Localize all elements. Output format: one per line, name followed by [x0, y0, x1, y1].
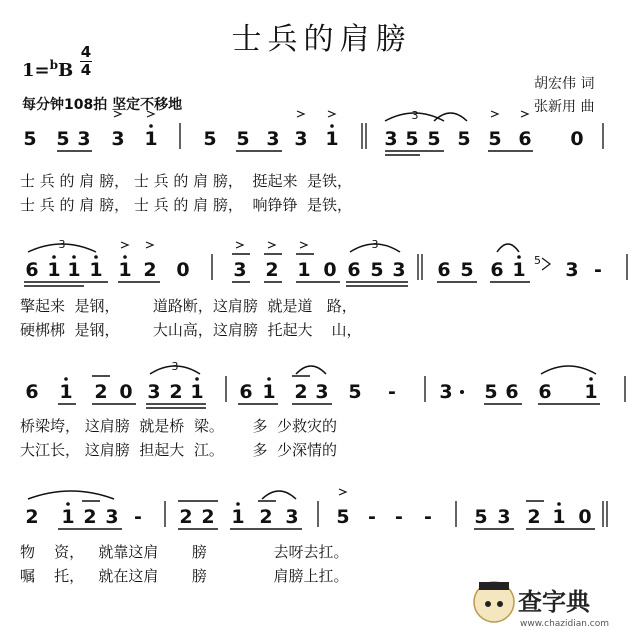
accent-mark: [491, 111, 498, 117]
note: 2: [169, 381, 183, 403]
note: 5: [23, 128, 37, 150]
note: 5: [405, 128, 419, 150]
note: 6: [239, 381, 253, 403]
note: 2: [294, 381, 308, 403]
note: 0: [578, 506, 592, 528]
note: 1: [118, 259, 132, 281]
note: -: [395, 506, 403, 528]
note: 6: [25, 381, 39, 403]
note: 3: [439, 381, 453, 403]
note: 2: [527, 506, 541, 528]
grace-mark: [542, 258, 550, 270]
note: 5: [474, 506, 488, 528]
octave-dot: [195, 377, 199, 381]
note: 5: [427, 128, 441, 150]
augmentation-dot: [460, 390, 464, 394]
accent-mark: [146, 242, 153, 248]
note: 0: [119, 381, 133, 403]
accent-mark: [147, 111, 154, 117]
octave-dot: [66, 502, 70, 506]
grace-note: 5: [534, 254, 541, 267]
note: 5: [348, 381, 362, 403]
slur: [497, 244, 519, 252]
slur: [262, 491, 296, 499]
note: 2: [179, 506, 193, 528]
note: 1: [297, 259, 311, 281]
octave-dot: [517, 255, 521, 259]
note: 3: [233, 259, 247, 281]
note: 3: [392, 259, 406, 281]
note: 3: [111, 128, 125, 150]
note: -: [134, 506, 142, 528]
composer-credit: 张新用 曲: [534, 99, 595, 115]
note: 1: [67, 259, 81, 281]
note: 5: [488, 128, 502, 150]
accent-mark: [328, 111, 335, 117]
note: 6: [437, 259, 451, 281]
accent-mark: [521, 111, 528, 117]
note: 1: [552, 506, 566, 528]
note: 3: [315, 381, 329, 403]
accent-mark: [297, 111, 304, 117]
note: 5: [457, 128, 471, 150]
lyrics-line-2a: 擎起来 是钢， 道路断，这肩膀 就是道 路，: [20, 297, 357, 315]
note: 1: [325, 128, 339, 150]
octave-dot: [149, 124, 153, 128]
slur: [296, 366, 326, 374]
note: 1: [47, 259, 61, 281]
note: 5: [370, 259, 384, 281]
note: 1: [144, 128, 158, 150]
octave-dot: [72, 255, 76, 259]
note: 1: [512, 259, 526, 281]
lyrics-line-1: 士 兵 的 肩 膀， 士 兵 的 肩 膀， 响铮铮 是铁，: [20, 196, 352, 214]
lyricist-credit: 胡宏伟 词: [534, 76, 595, 92]
note: 2: [143, 259, 157, 281]
accent-mark: [114, 111, 121, 117]
octave-dot: [330, 124, 334, 128]
note: 3: [565, 259, 579, 281]
slur: [541, 366, 596, 374]
svg-text:查字典: 查字典: [518, 588, 590, 616]
note: 1: [231, 506, 245, 528]
octave-dot: [267, 377, 271, 381]
lyrics-line-3a: 桥梁垮， 这肩膀 就是桥 梁。 多 少救灾的: [20, 417, 337, 435]
octave-dot: [64, 377, 68, 381]
octave-dot: [94, 255, 98, 259]
key-label: 1=: [22, 60, 50, 81]
note: 2: [25, 506, 39, 528]
note: 3: [77, 128, 91, 150]
note: 3: [497, 506, 511, 528]
triplet-label: 3: [371, 238, 379, 251]
octave-dot: [123, 255, 127, 259]
flat-sign: b: [49, 58, 58, 72]
lyrics-line-4a: 物 资， 就靠这肩 膀 去呀去扛。: [20, 543, 349, 561]
accent-mark: [300, 242, 307, 248]
note: 3: [266, 128, 280, 150]
octave-dot: [589, 377, 593, 381]
note: 5: [56, 128, 70, 150]
note: 3: [294, 128, 308, 150]
note: 0: [323, 259, 337, 281]
time-top: 4: [80, 43, 92, 61]
note: 2: [201, 506, 215, 528]
note: -: [424, 506, 432, 528]
note: 3: [105, 506, 119, 528]
note: 3: [147, 381, 161, 403]
note: 5: [460, 259, 474, 281]
note: 3: [285, 506, 299, 528]
note: 1: [89, 259, 103, 281]
note: 6: [347, 259, 361, 281]
slur: [28, 491, 114, 499]
octave-dot: [52, 255, 56, 259]
octave-dot: [557, 502, 561, 506]
key-note: B: [58, 60, 74, 81]
octave-dot: [236, 502, 240, 506]
note: 6: [518, 128, 532, 150]
note: 2: [94, 381, 108, 403]
note: 1: [584, 381, 598, 403]
lyrics-line-1: 士 兵 的 肩 膀， 士 兵 的 肩 膀， 挺起来 是铁，: [20, 172, 352, 190]
note: 6: [505, 381, 519, 403]
note: 3: [384, 128, 398, 150]
lyrics-line-3b: 大江长， 这肩膀 担起大 江。 多 少深情的: [20, 441, 337, 459]
triplet-label: 3: [58, 238, 66, 251]
note: 5: [236, 128, 250, 150]
note: 5: [336, 506, 350, 528]
note: 0: [176, 259, 190, 281]
note: 1: [190, 381, 204, 403]
note: 0: [570, 128, 584, 150]
accent-mark: [121, 242, 128, 248]
accent-mark: [236, 242, 243, 248]
lyrics-line-2b: 硬梆梆 是钢， 大山高，这肩膀 托起大 山，: [20, 321, 362, 339]
triplet-label: 3: [171, 360, 179, 373]
site-logo: [470, 572, 640, 632]
note: -: [368, 506, 376, 528]
note: 5: [203, 128, 217, 150]
svg-text:www.chazidian.com: www.chazidian.com: [520, 619, 610, 629]
note: 1: [262, 381, 276, 403]
accent-mark: [268, 242, 275, 248]
note: 6: [25, 259, 39, 281]
note: -: [388, 381, 396, 403]
lyrics-line-4b: 嘱 托， 就在这肩 膀 肩膀上扛。: [20, 567, 349, 585]
time-bottom: 4: [80, 61, 92, 79]
note: 2: [259, 506, 273, 528]
note: 6: [490, 259, 504, 281]
note: 6: [538, 381, 552, 403]
note: 1: [59, 381, 73, 403]
note: 5: [484, 381, 498, 403]
note: 1: [61, 506, 75, 528]
note: -: [594, 259, 602, 281]
tempo-marking: 每分钟108拍 坚定不移地: [22, 97, 183, 113]
song-title: 士兵的肩膀: [231, 22, 412, 57]
slur: [434, 113, 467, 121]
triplet-label: 3: [411, 109, 419, 122]
note: 2: [265, 259, 279, 281]
note: 2: [83, 506, 97, 528]
accent-mark: [339, 489, 346, 495]
